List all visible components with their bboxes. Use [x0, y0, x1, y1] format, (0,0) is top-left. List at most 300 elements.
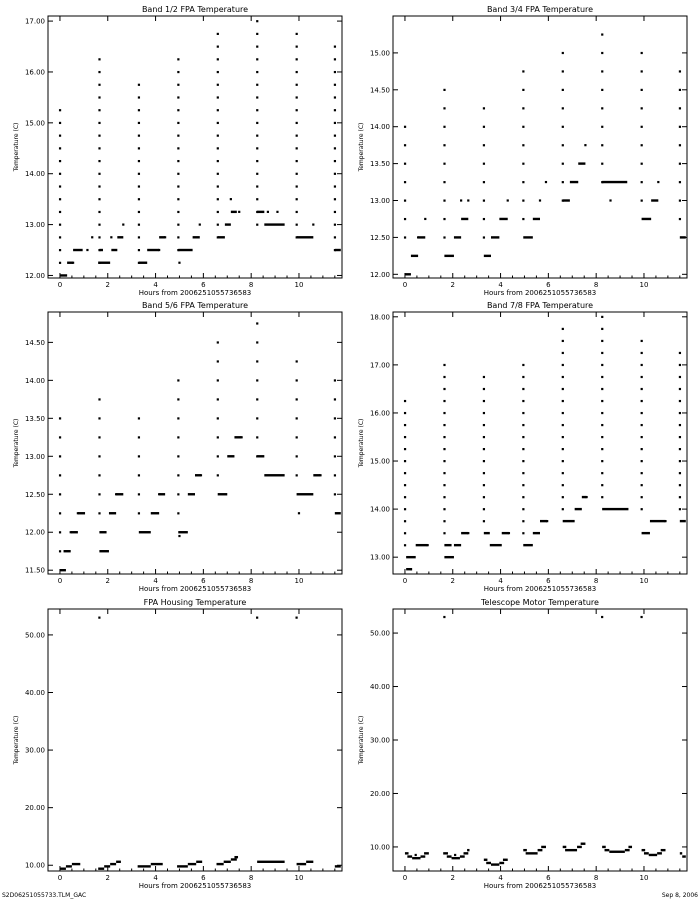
data-point — [404, 508, 406, 510]
data-point — [454, 854, 456, 856]
data-point — [601, 340, 603, 342]
data-point — [177, 96, 179, 98]
data-segment — [486, 862, 491, 864]
data-segment — [499, 218, 507, 220]
data-point — [256, 417, 258, 419]
data-point — [138, 417, 140, 419]
data-point — [230, 198, 232, 200]
data-segment — [484, 255, 491, 257]
data-point — [177, 109, 179, 111]
data-point — [86, 249, 88, 251]
y-tick-label: 15.00 — [369, 49, 390, 58]
y-tick-label: 13.00 — [369, 553, 390, 562]
data-point — [522, 484, 524, 486]
data-segment — [570, 181, 578, 183]
data-point — [296, 417, 298, 419]
data-point — [641, 340, 643, 342]
data-point — [138, 249, 140, 251]
data-point — [138, 96, 140, 98]
data-point — [679, 70, 681, 72]
data-point — [217, 224, 219, 226]
data-point — [296, 185, 298, 187]
data-point — [601, 181, 603, 183]
x-tick-label: 6 — [201, 281, 206, 289]
data-point — [296, 474, 298, 476]
data-segment — [460, 855, 465, 857]
data-point — [641, 144, 643, 146]
data-point — [177, 211, 179, 213]
data-point — [443, 144, 445, 146]
y-tick-label: 13.50 — [24, 414, 45, 423]
data-point — [256, 20, 258, 22]
data-point — [679, 181, 681, 183]
data-point — [562, 70, 564, 72]
data-segment — [657, 852, 662, 854]
data-segment — [680, 520, 686, 522]
data-point — [177, 147, 179, 149]
data-point — [241, 436, 243, 438]
data-point — [177, 493, 179, 495]
data-point — [334, 198, 336, 200]
data-point — [296, 96, 298, 98]
data-point — [641, 484, 643, 486]
data-point — [522, 508, 524, 510]
data-point — [256, 135, 258, 137]
data-point — [679, 460, 681, 462]
data-segment — [650, 520, 666, 522]
data-segment — [628, 846, 632, 848]
data-segment — [151, 863, 163, 865]
data-point — [679, 352, 681, 354]
data-point — [256, 436, 258, 438]
data-point — [98, 185, 100, 187]
data-point — [546, 520, 548, 522]
data-point — [59, 224, 61, 226]
data-point — [443, 388, 445, 390]
data-point — [601, 484, 603, 486]
data-point — [319, 474, 321, 476]
data-point — [296, 224, 298, 226]
data-point — [98, 211, 100, 213]
data-point — [296, 160, 298, 162]
data-point — [404, 544, 406, 546]
data-point — [217, 455, 219, 457]
data-point — [522, 424, 524, 426]
data-point — [641, 126, 643, 128]
y-tick-label: 30.00 — [369, 736, 390, 745]
data-point — [256, 398, 258, 400]
data-point — [296, 236, 298, 238]
data-segment — [533, 532, 540, 534]
data-point — [276, 211, 278, 213]
data-point — [601, 400, 603, 402]
data-point — [199, 223, 201, 225]
data-point — [522, 376, 524, 378]
data-point — [177, 71, 179, 73]
data-segment — [490, 544, 502, 546]
data-segment — [407, 855, 412, 857]
data-point — [404, 448, 406, 450]
data-point — [217, 398, 219, 400]
data-point — [98, 493, 100, 495]
data-point — [508, 532, 510, 534]
x-tick-label: 2 — [450, 874, 455, 882]
data-point — [334, 474, 336, 476]
data-point — [98, 84, 100, 86]
y-tick-label: 14.00 — [369, 505, 390, 514]
plot-frame — [393, 312, 687, 574]
data-point — [601, 33, 603, 35]
data-point — [59, 173, 61, 175]
data-point — [138, 211, 140, 213]
data-point — [679, 508, 681, 510]
data-point — [522, 388, 524, 390]
x-tick-label: 4 — [153, 577, 158, 585]
data-segment — [72, 863, 80, 865]
data-segment — [491, 236, 499, 238]
data-point — [217, 341, 219, 343]
data-point — [59, 160, 61, 162]
data-point — [296, 211, 298, 213]
data-point — [404, 424, 406, 426]
data-point — [679, 376, 681, 378]
data-point — [443, 236, 445, 238]
data-point — [460, 199, 462, 201]
data-point — [601, 424, 603, 426]
y-tick-label: 12.50 — [24, 490, 45, 499]
data-point — [59, 493, 61, 495]
data-point — [217, 46, 219, 48]
data-point — [641, 472, 643, 474]
x-tick-label: 8 — [248, 874, 254, 882]
data-point — [98, 71, 100, 73]
data-point — [334, 493, 336, 495]
data-point — [522, 70, 524, 72]
x-tick-label: 8 — [248, 577, 254, 585]
data-segment — [257, 861, 284, 863]
data-segment — [541, 846, 546, 848]
data-point — [404, 236, 406, 238]
data-segment — [563, 520, 575, 522]
data-point — [641, 460, 643, 462]
data-point — [522, 181, 524, 183]
data-point — [404, 126, 406, 128]
data-point — [641, 376, 643, 378]
data-point — [443, 460, 445, 462]
data-segment — [196, 861, 202, 863]
data-segment — [454, 544, 461, 546]
data-segment — [443, 852, 448, 854]
data-point — [296, 58, 298, 60]
data-point — [217, 436, 219, 438]
data-segment — [147, 249, 159, 251]
data-point — [641, 352, 643, 354]
data-point — [177, 58, 179, 60]
chart-panel-6 — [358, 598, 687, 890]
data-point — [296, 46, 298, 48]
data-point — [217, 236, 219, 238]
data-point — [138, 147, 140, 149]
data-segment — [452, 857, 460, 859]
data-point — [138, 455, 140, 457]
data-segment — [60, 867, 66, 869]
data-point — [522, 107, 524, 109]
data-point — [483, 376, 485, 378]
data-point — [110, 236, 112, 238]
data-point — [177, 84, 179, 86]
data-point — [562, 496, 564, 498]
data-point — [562, 424, 564, 426]
data-segment — [151, 512, 159, 514]
data-point — [679, 200, 681, 202]
data-point — [296, 360, 298, 362]
data-point — [641, 181, 643, 183]
data-segment — [104, 865, 110, 867]
data-point — [238, 211, 240, 213]
data-point — [177, 224, 179, 226]
data-point — [267, 211, 269, 213]
y-axis-label: Temperature (C) — [358, 418, 365, 468]
data-point — [296, 84, 298, 86]
x-tick-label: 0 — [402, 577, 408, 585]
data-point — [443, 436, 445, 438]
data-point — [601, 436, 603, 438]
data-point — [256, 160, 258, 162]
x-axis-label: Hours from 2006251055736583 — [483, 289, 597, 297]
data-segment — [225, 223, 231, 225]
data-point — [641, 400, 643, 402]
data-point — [59, 550, 61, 552]
data-segment — [533, 218, 540, 220]
data-point — [641, 200, 643, 202]
y-axis-label: Temperature (C) — [358, 715, 365, 765]
data-point — [296, 33, 298, 35]
data-point — [138, 512, 140, 514]
data-point — [483, 460, 485, 462]
data-point — [334, 398, 336, 400]
y-axis-label: Temperature (C) — [358, 122, 365, 172]
data-segment — [98, 867, 104, 869]
data-point — [584, 144, 586, 146]
x-tick-label: 2 — [450, 281, 455, 289]
data-point — [522, 520, 524, 522]
chart-panel-1 — [13, 5, 342, 297]
data-point — [177, 198, 179, 200]
data-point — [334, 96, 336, 98]
data-point — [256, 360, 258, 362]
data-point — [601, 52, 603, 54]
data-segment — [297, 493, 314, 495]
data-segment — [234, 856, 238, 858]
data-point — [256, 185, 258, 187]
data-point — [443, 376, 445, 378]
data-point — [59, 147, 61, 149]
y-tick-label: 14.50 — [369, 86, 390, 95]
data-segment — [335, 865, 341, 867]
x-axis-label: Hours from 2006251055736583 — [138, 289, 252, 297]
data-segment — [444, 544, 451, 546]
data-point — [586, 496, 588, 498]
data-segment — [661, 849, 666, 851]
data-segment — [218, 493, 228, 495]
data-point — [641, 163, 643, 165]
x-tick-label: 10 — [639, 281, 649, 289]
data-point — [562, 144, 564, 146]
data-segment — [139, 531, 151, 533]
data-point — [404, 200, 406, 202]
data-point — [601, 126, 603, 128]
data-point — [562, 107, 564, 109]
data-point — [679, 144, 681, 146]
data-point — [522, 472, 524, 474]
data-point — [467, 199, 469, 201]
chart-panel-2 — [358, 5, 687, 297]
data-point — [601, 89, 603, 91]
data-segment — [224, 861, 231, 863]
data-point — [256, 341, 258, 343]
data-segment — [264, 223, 284, 225]
chart-panel-5 — [13, 598, 342, 890]
data-segment — [297, 236, 314, 238]
data-point — [404, 412, 406, 414]
data-segment — [464, 852, 469, 854]
data-point — [115, 493, 117, 495]
data-point — [522, 144, 524, 146]
data-point — [256, 96, 258, 98]
data-segment — [609, 851, 625, 853]
data-segment — [411, 255, 418, 257]
data-point — [334, 417, 336, 419]
y-tick-label: 14.00 — [24, 170, 45, 179]
data-segment — [602, 846, 606, 848]
data-point — [522, 496, 524, 498]
data-point — [562, 400, 564, 402]
data-point — [158, 249, 160, 251]
data-point — [256, 198, 258, 200]
data-segment — [444, 556, 454, 558]
data-point — [122, 223, 124, 225]
y-tick-label: 40.00 — [24, 688, 45, 697]
data-point — [334, 46, 336, 48]
y-tick-label: 20.00 — [24, 804, 45, 813]
data-point — [91, 236, 93, 238]
data-point — [59, 455, 61, 457]
data-point — [217, 135, 219, 137]
x-tick-label: 8 — [593, 577, 599, 585]
x-tick-label: 6 — [201, 874, 206, 882]
data-point — [256, 617, 258, 619]
data-point — [641, 496, 643, 498]
data-point — [601, 460, 603, 462]
data-point — [483, 400, 485, 402]
data-point — [98, 617, 100, 619]
data-segment — [680, 236, 686, 238]
data-point — [217, 58, 219, 60]
data-point — [483, 144, 485, 146]
y-tick-label: 17.00 — [24, 17, 45, 26]
data-point — [664, 520, 666, 522]
data-point — [312, 223, 314, 225]
data-point — [59, 135, 61, 137]
data-segment — [99, 550, 109, 552]
data-point — [679, 218, 681, 220]
chart-title: FPA Housing Temperature — [143, 598, 247, 607]
data-segment — [99, 531, 106, 533]
data-point — [334, 236, 336, 238]
data-point — [522, 126, 524, 128]
data-segment — [178, 249, 192, 251]
y-tick-label: 12.00 — [24, 528, 45, 537]
data-point — [138, 135, 140, 137]
data-point — [334, 173, 336, 175]
data-point — [98, 224, 100, 226]
y-tick-label: 13.00 — [24, 221, 45, 230]
data-segment — [420, 855, 425, 857]
data-point — [98, 173, 100, 175]
x-tick-label: 2 — [450, 577, 455, 585]
data-point — [138, 84, 140, 86]
data-point — [217, 160, 219, 162]
data-point — [98, 262, 100, 264]
data-point — [443, 496, 445, 498]
data-point — [443, 412, 445, 414]
x-tick-label: 4 — [498, 577, 503, 585]
data-point — [443, 400, 445, 402]
x-axis-label: Hours from 2006251055736583 — [483, 585, 597, 593]
x-tick-label: 0 — [57, 874, 63, 882]
x-tick-label: 10 — [639, 577, 649, 585]
data-segment — [503, 859, 508, 861]
data-point — [98, 198, 100, 200]
data-point — [679, 436, 681, 438]
data-point — [562, 484, 564, 486]
data-point — [138, 122, 140, 124]
data-point — [334, 135, 336, 137]
data-point — [334, 160, 336, 162]
data-point — [404, 460, 406, 462]
data-segment — [565, 849, 577, 851]
data-point — [334, 249, 336, 251]
data-point — [296, 379, 298, 381]
data-point — [59, 249, 61, 251]
data-point — [427, 544, 429, 546]
data-segment — [231, 858, 237, 860]
y-tick-label: 40.00 — [369, 683, 390, 692]
data-point — [98, 122, 100, 124]
x-tick-label: 2 — [105, 577, 110, 585]
data-point — [483, 388, 485, 390]
footer-date: Sep 8, 2006 — [661, 892, 698, 899]
data-segment — [116, 861, 121, 863]
data-point — [296, 455, 298, 457]
data-point — [138, 173, 140, 175]
data-point — [256, 58, 258, 60]
data-point — [334, 185, 336, 187]
data-point — [404, 472, 406, 474]
data-point — [177, 512, 179, 514]
data-point — [177, 379, 179, 381]
data-point — [59, 236, 61, 238]
data-segment — [523, 544, 533, 546]
y-tick-label: 50.00 — [369, 629, 390, 638]
data-point — [404, 144, 406, 146]
data-segment — [577, 846, 582, 848]
x-tick-label: 10 — [294, 281, 304, 289]
data-point — [298, 512, 300, 514]
data-point — [443, 181, 445, 183]
chart-title: Band 3/4 FPA Temperature — [486, 5, 594, 14]
data-segment — [193, 236, 200, 238]
